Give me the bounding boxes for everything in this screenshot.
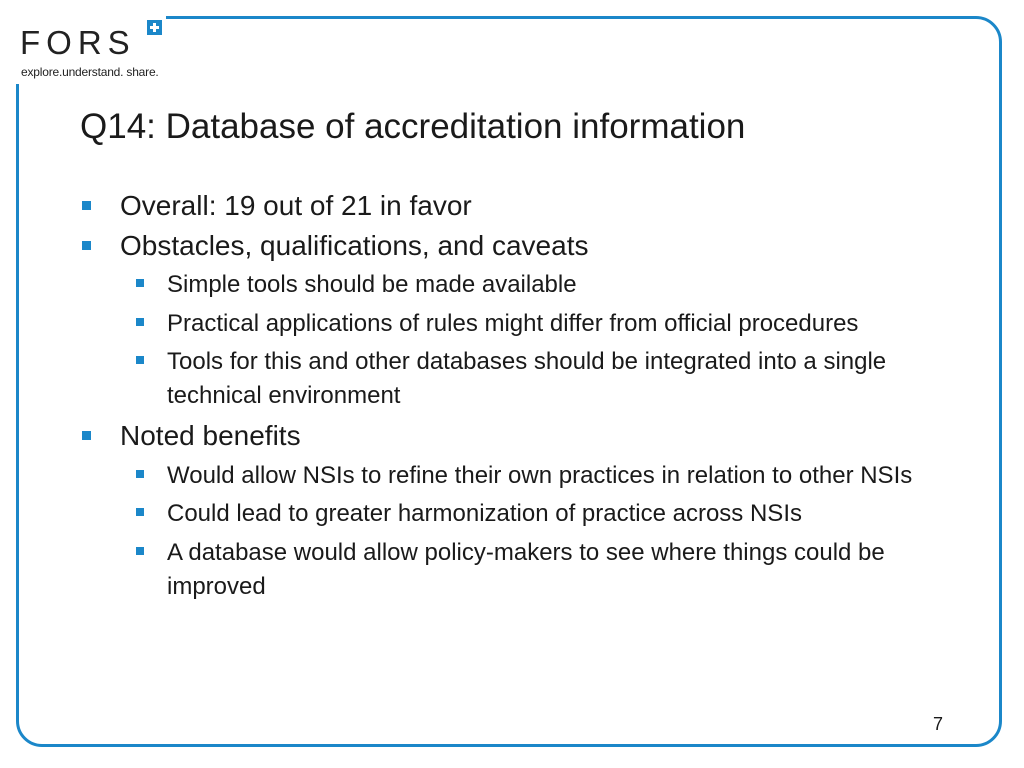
square-bullet-icon xyxy=(136,318,144,326)
square-bullet-icon xyxy=(136,279,144,287)
sub-bullet-item xyxy=(80,459,960,493)
page-number: 7 xyxy=(933,714,944,734)
sub-bullet-item xyxy=(80,345,960,414)
square-bullet-icon xyxy=(136,470,144,478)
square-bullet-icon xyxy=(136,547,144,555)
logo-wordmark: FORS xyxy=(20,24,136,61)
sub-bullet-item xyxy=(80,536,960,605)
sub-bullet-text: A database would allow policy-makers to see where things could be improved xyxy=(167,538,885,600)
logo-tagline: explore.understand. share. xyxy=(21,65,159,79)
sub-bullet-group xyxy=(80,268,960,413)
square-bullet-icon xyxy=(136,508,144,516)
fors-logo xyxy=(4,4,166,84)
sub-bullet-list xyxy=(80,268,960,413)
sub-bullet-text: Practical applications of rules might differ from official procedures xyxy=(167,309,859,337)
sub-bullet-list xyxy=(80,459,960,604)
square-bullet-icon xyxy=(82,201,91,210)
plus-icon xyxy=(147,20,162,35)
bullet-text: Noted benefits xyxy=(120,420,301,452)
bullet-list xyxy=(80,189,960,604)
sub-bullet-group xyxy=(80,459,960,604)
bullet-text: Obstacles, qualifications, and caveats xyxy=(120,229,589,261)
square-bullet-icon xyxy=(136,356,144,364)
bullet-item xyxy=(80,229,960,263)
sub-bullet-item xyxy=(80,497,960,531)
bullet-text: Overall: 19 out of 21 in favor xyxy=(120,190,472,221)
bullet-item xyxy=(80,189,960,223)
sub-bullet-text: Tools for this and other databases should be integrated into a single technical environment xyxy=(167,347,887,410)
bullet-item xyxy=(80,419,960,453)
sub-bullet-text: Simple tools should be made available xyxy=(167,271,577,299)
sub-bullet-item xyxy=(80,307,960,341)
sub-bullet-item xyxy=(80,268,960,302)
square-bullet-icon xyxy=(82,241,91,250)
slide-content xyxy=(80,183,960,608)
sub-bullet-text: Would allow NSIs to refine their own practices in relation to other NSIs xyxy=(167,462,913,490)
square-bullet-icon xyxy=(82,431,91,440)
slide-title: Q14: Database of accreditation information xyxy=(80,107,746,146)
sub-bullet-text: Could lead to greater harmonization of practice across NSIs xyxy=(167,500,802,528)
